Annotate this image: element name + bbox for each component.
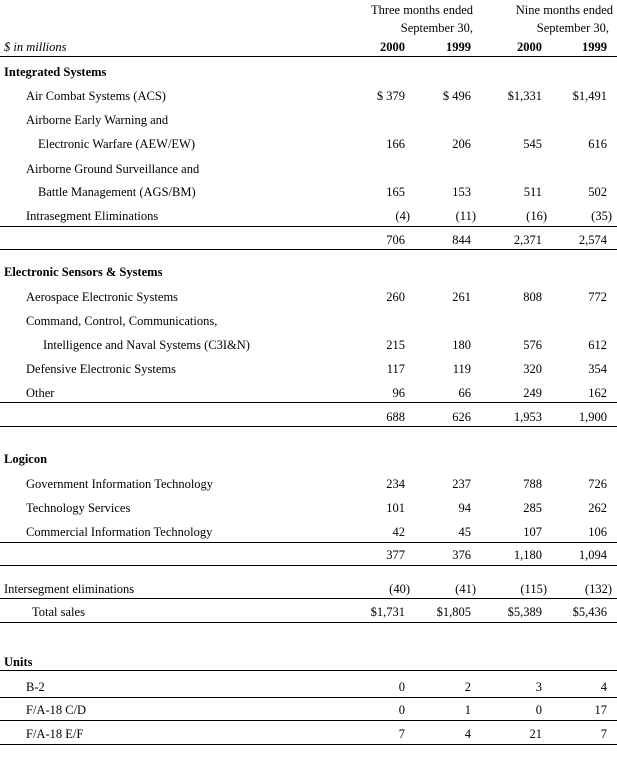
row-label-total-sales: Total sales [32, 605, 85, 619]
subtotal-cell: 376 [452, 548, 471, 562]
cell: 45 [458, 525, 471, 539]
cell: 117 [386, 362, 405, 376]
header-three-months-line2: September 30, [400, 21, 473, 35]
cell: 0 [535, 703, 542, 717]
cell: (16) [526, 209, 547, 223]
row-label-fa18-ef: F/A-18 E/F [26, 727, 84, 741]
cell: (132) [584, 582, 612, 596]
header-three-months-line1: Three months ended [370, 3, 473, 17]
cell: 616 [588, 137, 607, 151]
row-label-commercial-it: Commercial Information Technology [26, 525, 213, 539]
row-label-intersegment: Intersegment eliminations [4, 582, 135, 596]
cell: 354 [588, 362, 607, 376]
cell: 285 [523, 501, 542, 515]
subtotal-rule [0, 226, 617, 227]
row-label-ags-bm-line1: Airborne Ground Surveillance and [26, 162, 200, 176]
cell: 96 [392, 386, 405, 400]
subtotal-cell: 2,371 [513, 233, 542, 247]
cell: 101 [386, 501, 405, 515]
cell: 772 [588, 290, 607, 304]
cell: 7 [600, 727, 607, 741]
subtotal-cell: 2,574 [578, 233, 607, 247]
row-label-ags-bm-line2: Battle Management (AGS/BM) [38, 185, 196, 199]
subtotal-rule [0, 402, 617, 403]
row-label-aew-ew-line1: Airborne Early Warning and [26, 113, 169, 127]
subtotal-cell: 377 [386, 548, 405, 562]
section-title-integrated-systems: Integrated Systems [4, 65, 107, 79]
units-rule [0, 670, 617, 671]
header-year-nine-1999: 1999 [582, 40, 607, 54]
cell: (11) [455, 209, 476, 223]
cell: 17 [594, 703, 607, 717]
row-rule [0, 720, 617, 721]
cell: 153 [452, 185, 471, 199]
cell: 1 [464, 703, 471, 717]
cell: 166 [386, 137, 405, 151]
cell: 260 [386, 290, 405, 304]
cell: 234 [386, 477, 405, 491]
cell: $1,491 [572, 89, 607, 103]
total-rule [0, 598, 617, 599]
cell: 94 [458, 501, 471, 515]
cell: 726 [588, 477, 607, 491]
section-rule [0, 426, 617, 427]
row-label-fa18-cd: F/A-18 C/D [26, 703, 87, 717]
cell: 206 [452, 137, 471, 151]
cell: 180 [452, 338, 471, 352]
header-nine-months-line1: Nine months ended [515, 3, 613, 17]
row-label-other: Other [26, 386, 55, 400]
cell: 545 [523, 137, 542, 151]
section-title-units: Units [4, 655, 33, 669]
unit-label: $ in millions [4, 40, 67, 54]
row-label-technology-services: Technology Services [26, 501, 131, 515]
row-rule [0, 744, 617, 745]
row-label-aew-ew-line2: Electronic Warfare (AEW/EW) [38, 137, 196, 151]
subtotal-cell: 1,953 [513, 410, 542, 424]
cell: 262 [588, 501, 607, 515]
cell: 119 [452, 362, 471, 376]
section-rule [0, 565, 617, 566]
cell: 576 [523, 338, 542, 352]
row-label-c3in-line2: Intelligence and Naval Systems (C3I&N) [43, 338, 250, 352]
cell: $ 379 [376, 89, 405, 103]
cell: 106 [588, 525, 607, 539]
cell: (4) [395, 209, 410, 223]
cell: 788 [523, 477, 542, 491]
cell: 320 [523, 362, 542, 376]
total-cell: $5,389 [507, 605, 542, 619]
cell: 3 [535, 680, 542, 694]
cell: 4 [464, 727, 471, 741]
subtotal-rule [0, 542, 617, 543]
section-rule [0, 249, 617, 250]
cell: 612 [588, 338, 607, 352]
subtotal-cell: 844 [452, 233, 471, 247]
cell: 0 [398, 703, 405, 717]
cell: (40) [389, 582, 410, 596]
cell: 808 [523, 290, 542, 304]
row-label-acs: Air Combat Systems (ACS) [26, 89, 166, 103]
row-label-defensive: Defensive Electronic Systems [26, 362, 176, 376]
section-title-logicon: Logicon [4, 452, 48, 466]
cell: 249 [523, 386, 542, 400]
cell: 2 [464, 680, 471, 694]
subtotal-cell: 626 [452, 410, 471, 424]
cell: 511 [523, 185, 542, 199]
header-rule [0, 56, 617, 57]
subtotal-cell: 706 [386, 233, 405, 247]
cell: (41) [455, 582, 476, 596]
total-cell: $5,436 [572, 605, 607, 619]
cell: 162 [588, 386, 607, 400]
subtotal-cell: 1,180 [513, 548, 542, 562]
cell: (35) [591, 209, 612, 223]
total-cell: $1,731 [370, 605, 405, 619]
row-label-b2: B-2 [26, 680, 45, 694]
cell: 0 [398, 680, 405, 694]
cell: 42 [392, 525, 405, 539]
row-label-intrasegment: Intrasegment Eliminations [26, 209, 159, 223]
row-label-c3in-line1: Command, Control, Communications, [26, 314, 218, 328]
row-label-government-it: Government Information Technology [26, 477, 214, 491]
cell: $ 496 [442, 89, 471, 103]
header-year-three-1999: 1999 [446, 40, 471, 54]
cell: 165 [386, 185, 405, 199]
header-nine-months-line2: September 30, [536, 21, 609, 35]
cell: 4 [600, 680, 607, 694]
subtotal-cell: 1,094 [578, 548, 607, 562]
cell: 66 [458, 386, 471, 400]
cell: $1,331 [507, 89, 542, 103]
cell: 215 [386, 338, 405, 352]
cell: 261 [452, 290, 471, 304]
cell: 502 [588, 185, 607, 199]
header-year-nine-2000: 2000 [517, 40, 542, 54]
row-label-aerospace: Aerospace Electronic Systems [26, 290, 179, 304]
row-rule [0, 697, 617, 698]
subtotal-cell: 1,900 [578, 410, 607, 424]
cell: 21 [529, 727, 542, 741]
header-year-three-2000: 2000 [380, 40, 405, 54]
cell: 237 [452, 477, 471, 491]
cell: (115) [520, 582, 547, 596]
cell: 7 [398, 727, 405, 741]
total-rule [0, 622, 617, 623]
subtotal-cell: 688 [386, 410, 405, 424]
section-title-electronic-sensors: Electronic Sensors & Systems [4, 265, 163, 279]
total-cell: $1,805 [436, 605, 471, 619]
cell: 107 [523, 525, 542, 539]
